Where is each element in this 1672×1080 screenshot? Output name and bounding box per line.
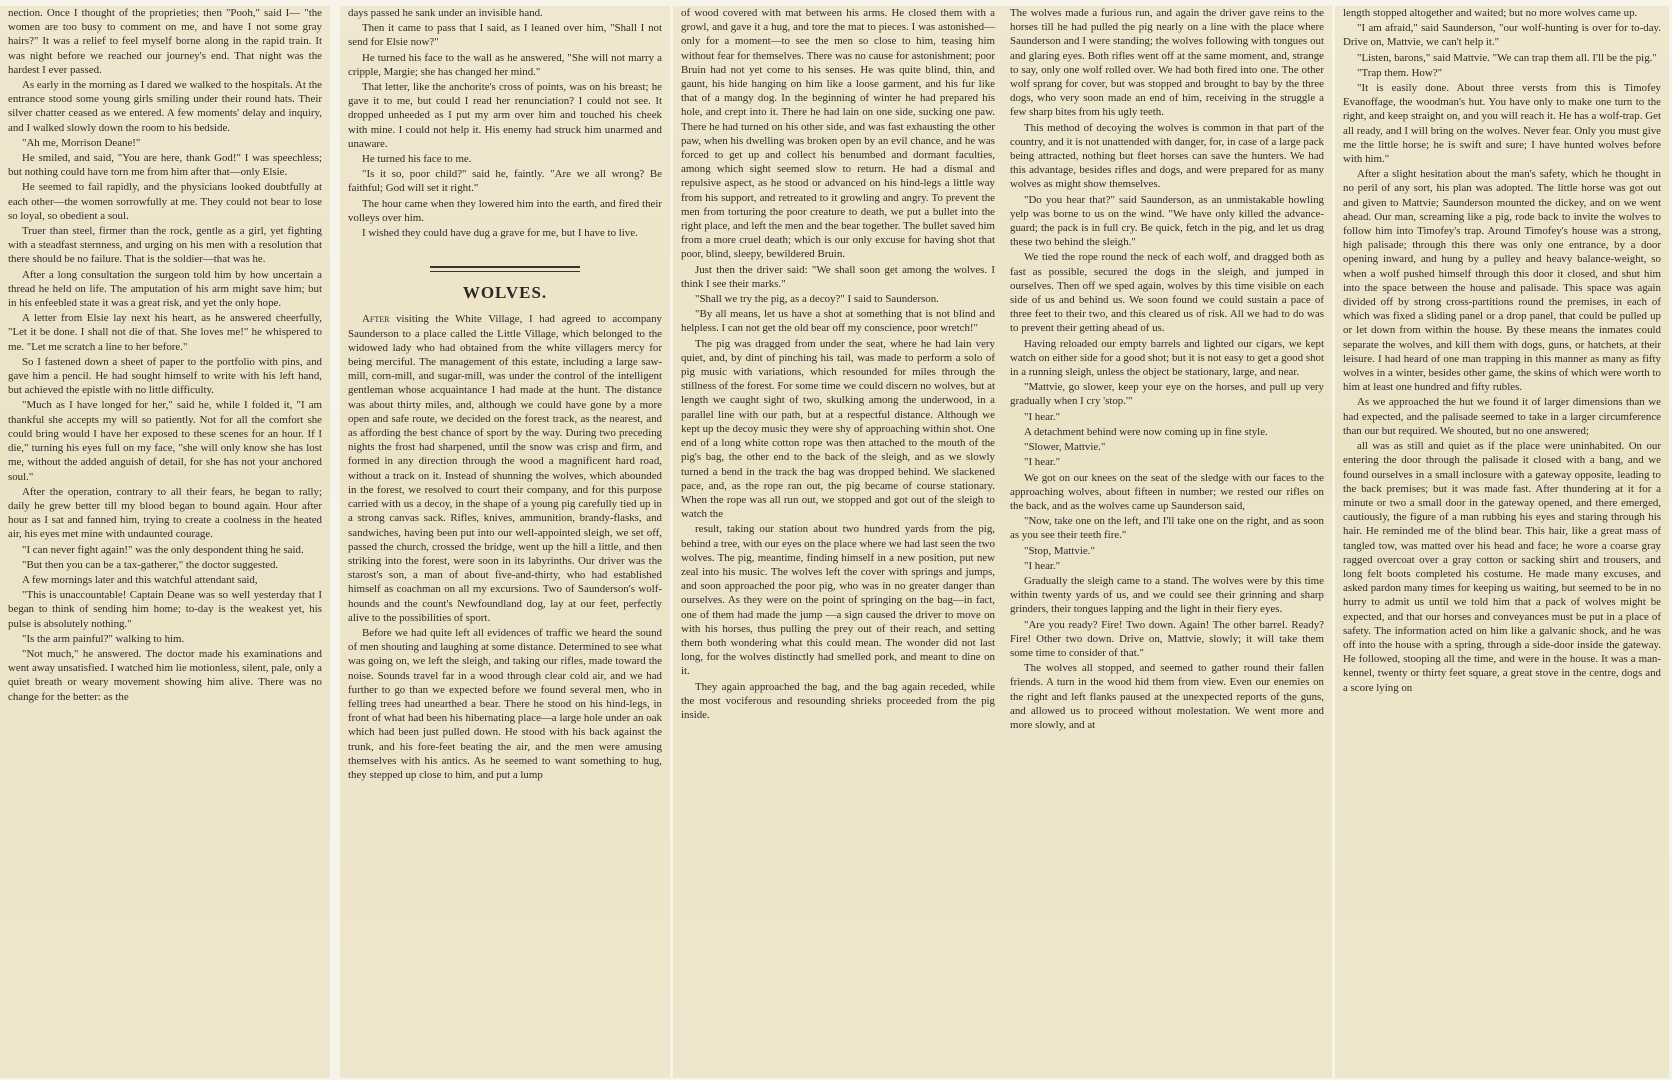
paragraph: That letter, like the anchorite's cross of points, was on his breast; he gave it to me, but could I read her renunciation? I could not see. It dropped unheeded as I put my arm over him and touched his cheek with mine. I could not help it. His enemy had struck him unarmed and unaware. (348, 81, 662, 150)
paragraph: He turned his face to the wall as he answered, "She will not marry a cripple, Margie; she has changed her mind." (348, 51, 662, 78)
paragraph: "Is it so, poor child?" said he, faintly. "Are we all wrong? Be faithful; God will set it right." (348, 168, 662, 195)
column-3 (673, 6, 1003, 1078)
paragraph: He turned his face to me. (362, 153, 472, 166)
column-5 (1335, 6, 1669, 1078)
paragraph: "Stop, Mattvie." (1024, 544, 1095, 557)
paragraph: Just then the driver said: "We shall soon get among the wolves. I think I see their marks." (681, 263, 995, 290)
paragraph: "Shall we try the pig, as a decoy?" I said to Saunderson. (695, 293, 939, 306)
paragraph: "Listen, barons," said Mattvie. "We can trap them all. I'll be the pig." (1357, 51, 1657, 64)
paragraph: The hour came when they lowered him into the earth, and fired their volleys over him. (348, 197, 662, 224)
paragraph: "Trap them. How?" (1357, 66, 1443, 79)
column-1 (0, 6, 330, 1078)
paragraph: "Are you ready? Fire! Two down. Again! The other barrel. Ready? Fire! Other two down. Drive on, Mattvie, slowly; it will take them some time to consider of that." (1010, 618, 1324, 659)
paragraph: all was as still and quiet as if the place were uninhabited. On our entering the door through the palisade it closed with a bang, and we found ourselves in a small inclosure with a gateway opposite, leading to the back premises; but it was made fast. After thundering at it for a minute or two a small door in the gateway opened, and there emerged, cautiously, the figure of a man rubbing his eyes and staring through his hair. He reminded me of the blind bear. This hair, like a great mass of tangled tow, was matted over his head and face; he wore a coarse gray ragged overcoat over a gray cotton or sacking shirt and trousers, and long felt boots completed his costume. He made many excuses, and asked pardon many times for keeping us waiting, but seemed to be in no hurry to admit us until we told him that a pack of wolves might be expected, and that our horses and conveyances must be put in a place of safety. The information acted on him like a galvanic shock, and he was off into the house with a spring, through a side-door inside the gateway. He followed, stooping all the time, and were in the house. It was a man-kennel, twenty or thirty feet square, a great stove in the centre, dogs and a score lying on (1343, 440, 1661, 694)
paragraph: A letter from Elsie lay next his heart, as he answered cheerfully, "Let it be done. I shall not die of that. She loves me!" he whispered to me. "Let me scratch a line to her before." (8, 312, 322, 353)
paragraph-text: visiting the White Village, I had agreed to accompany Saunderson to a place called the Little Village, which belonged to the widowed lady who had obtained from the white villagers mercy for being merciful. The management of this estate, including a large saw-mill, corn-mill, and sugar-mill, was under the control of the intelligent gentleman whose acquaintance I had made at the hunt. The distance was about thirty miles, and, although we could have gone by a more open and safe route, we decided on the forest track, as the nearest, and as affording the best chance of sport by the way. During two preceding nights the frost had sharpened, until the snow was crisp and firm, and formed in any direction through the wood a magnificent hard road, without a track on it. Instead of shunning the wolves, which abounded in the forest, we resolved to court their company, and for this purpose carried with us a decoy, in the shape of a young pig carefully tied up in a strong canvas sack. Rifles, knives, ammunition, brandy-flasks, and sandwiches, having been put into our well-appointed sleigh, we set off, passed the church, crossed the bridge, went up the hill a little, and then striking into the forest, were soon in its labyrinths. Our driver was the starost's son, a man of about five-and-thirty, who had established himself as coachman on all my excursions. Two of Saunderson's wolf-hounds and the count's Newfoundland dog, lay at our feet, perfectly alive to the possibilities of sport. (348, 313, 662, 624)
paragraph: nection. Once I thought of the proprieties; then "Pooh," said I— "the women are too busy to comment on me, and have I not some gray hairs?" It was a relief to feel myself borne along in the rapid train. It was night before we reached our journey's end. That night was the hardest I ever passed. (8, 7, 322, 76)
paragraph: "Do you hear that?" said Saunderson, as an unmistakable howling yelp was borne to us on the wind. "We have only killed the advance-guard; the pack is in full cry. Be quick, fetch in the pig, and let us drag these two behind the sleigh." (1010, 193, 1324, 249)
paragraph: I wished they could have dug a grave for me, but I have to live. (362, 227, 638, 240)
paragraph: A few mornings later and this watchful attendant said, (22, 573, 258, 586)
paragraph: After a slight hesitation about the man's safety, which he thought in no peril of any sort, his plan was adopted. The little horse was got out and given to Mattvie; Saunderson mounted the dickey, and on we went ahead. Our man, screaming like a pig, rode back to invite the wolves to follow him into Timofey's trap. Around Timofey's house was a strong, high palisade; through this there was only one entrance, by a door opening inward, and hung by a pulley and heavy balance-weight, so when a wolf pushed himself through this door it closed, and shut him into the space between the house and palisade. This space was again divided off by strong cross-partitions round the premises, in each of which was fixed a sliding panel or a drop panel, that could be pulled up or let down from within the house. By these means the inmates could separate the wolves, and kill them with dogs, guns, or hatchets, at their leisure. I had heard of one man trapping in this manner as many as fifty wolves in a winter, besides other game, the skins of which were worth to him at least one hundred and fifty rubles. (1343, 168, 1661, 394)
paragraph: days passed he sank under an invisible hand. (348, 7, 543, 19)
paragraph: After the operation, contrary to all their fears, he began to rally; daily he grew better till my blood began to bound again. Hour after hour as I sat and fanned him, trying to create a coolness in the heated air, his eyes met mine with undaunted courage. (8, 485, 322, 541)
paragraph: He seemed to fail rapidly, and the physicians looked doubtfully at each other—the women sorrowfully at me. They could not bear to lose so loyal, so obedient a soul. (8, 181, 322, 222)
paragraph: This method of decoying the wolves is common in that part of the country, and it is not unattended with danger, for, in case of a large pack being attracted, nothing but fleet horses can save the hunters. We had this advantage, besides rifles and dogs, and were prepared for as many wolves as might show themselves. (1010, 121, 1324, 191)
paragraph: of wood covered with mat between his arms. He closed them with a growl, and gave it a hug, and tore the mat to pieces. I was astonished—only for a moment—to see the men so close to him, teasing him without fear for themselves. There was no cause for astonishment; poor Bruin had not yet come to his senses. He was quite blind, thin, and gaunt, his hide hanging on him like a loose garment, and his fur like that of a mangy dog. In the beginning of winter he had prepared his hole, and crept into it. There he had lain on one side, sucking one paw. There he had turned on his other side, and was fast exhausting the other paw, when his dwelling was broken open by an evil chance, and he was forced to get up and collect his benumbed and dormant faculties, among which sight seemed slow to return. He had a dismal and repulsive aspect, as he stood or advanced on his hind-legs a little way from his support, and retreated to it growling and angry. To prevent the men from torturing the poor creature to death, we put a bullet into the right place, and left the men and the bear together. The bullet saved him from a more cruel death; which is our only excuse for having shot that poor, blind, sleepy, bewildered Bruin. (681, 7, 995, 261)
paragraph: "I hear." (1024, 559, 1061, 572)
paragraph: "It is easily done. About three versts from this is Timofey Evanoffage, the woodman's hut. You have only to make one turn to the right, and keep straight on, and you will reach it. He has a wolf-trap. Get all ready, and I will bring on the wolves. Never fear. Only you must give me the little horse; he is swift and sure; I have hunted wolves before with him." (1343, 82, 1661, 166)
column-2 (340, 6, 670, 1078)
paragraph: "I hear." (1024, 410, 1061, 423)
paragraph: "I am afraid," said Saunderson, "our wolf-hunting is over for to-day. Drive on, Mattvie, we can't help it." (1343, 22, 1661, 49)
paragraph: As we approached the hut we found it of larger dimensions than we had expected, and the palisade seemed to take in a larger circumference than our but required. We shouted, but no one answered; (1343, 396, 1661, 437)
paragraph: result, taking our station about two hundred yards from the pig, behind a tree, with our eyes on the place where we had last seen the two wolves. The pig, meantime, finding himself in a new position, put new zeal into his music. The wolves left the cover with springs and jumps, and soon approached the poor pig, who was in no greater danger than ourselves. As they were on the point of springing on the bag—in fact, one of them had made the jump —a sign caused the driver to move on with his horses, thus pulling the prey out of their reach, and setting them both wondering what this could mean. The wonder did not last long, for the wolves distinctly had smelled pork, and meant to dine on it. (681, 523, 995, 678)
paragraph: Having reloaded our empty barrels and lighted our cigars, we kept watch on either side for a good shot; but it is not easy to get a good shot in a running sleigh, unless the object be stationary, large, and near. (1010, 337, 1324, 379)
paragraph: As early in the morning as I dared we walked to the hospitals. At the entrance stood some young girls smiling under their round hats. Their silver chatter ceased as we entered. A few moments' delay and inquiry, and I walked slowly down the room to his bedside. (8, 79, 322, 134)
paragraph: Before we had quite left all evidences of traffic we heard the sound of men shouting and laughing at some distance. Determined to see what was going on, we left the sleigh, and taking our rifles, made toward the noise. Sounds travel far in a wood through clear cold air, and we had further to go than we expected before we found several men, who in felling trees had unearthed a bear. There he stood on his hind-legs, in front of what had been his hibernating place—a large hole under an oak which had been just pulled down. He stood with his back against the trunk, and his fore-feet beating the air, and the men were amusing themselves with his antics. As he seemed to want something to hug, they stepped up close to him, and put a lump (348, 626, 662, 781)
column-4 (1002, 6, 1332, 1078)
paragraph: "This is unaccountable! Captain Deane was so well yesterday that I began to think of sending him home; to-day is the weakest yet, his pulse is absolutely nothing." (8, 589, 322, 630)
paragraph: After a long consultation the surgeon told him by how uncertain a thread he held on life. The amputation of his arm might save him; but in his enfeebled state it was a great risk, and yet the only hope. (8, 268, 322, 310)
paragraph: "Slower, Mattvie." (1024, 441, 1106, 454)
paragraph (348, 312, 662, 624)
paragraph: length stopped altogether and waited; but no more wolves came up. (1343, 7, 1638, 19)
paragraph: "But then you can be a tax-gatherer," the doctor suggested. (22, 558, 279, 571)
section-divider-rule (430, 266, 580, 272)
paragraph: We got on our knees on the seat of the sledge with our faces to the approaching wolves, about fifteen in number; we rested our rifles on the back, and as the wolves came up Saunderson said, (1010, 471, 1324, 512)
paragraph: "I hear." (1024, 456, 1061, 469)
paragraph: The wolves all stopped, and seemed to gather round their fallen friends. A turn in the wood hid them from view. Even our enemies on the right and left flanks paused at the unexpected reports of the guns, and allowed us to proceed without molestation. We went more and more slowly, and at (1010, 662, 1324, 731)
paragraph: "Mattvie, go slower, keep your eye on the horses, and pull up very gradually when I cry 'stop.'" (1010, 381, 1324, 408)
paragraph: He smiled, and said, "You are here, thank God!" I was speechless; but nothing could have torn me from him after that—only Elsie. (8, 152, 322, 179)
paragraph: Gradually the sleigh came to a stand. The wolves were by this time within twenty yards of us, and we could see their grinning and sharp grinders, their tongues lapping and the light in their fiery eyes. (1010, 574, 1324, 616)
paragraph: "Much as I have longed for her," said he, while I folded it, "I am thankful she accepts my will so patiently. Not for all the comfort she could bring would I have her exposed to these scenes for an hour. If I die," turning his eyes full on my face, "she will only know she has lost me, without the added anguish of detail, for she has not your anchored soul." (8, 399, 322, 483)
paragraph: "Now, take one on the left, and I'll take one on the right, and as soon as you see their teeth fire." (1010, 515, 1324, 542)
paragraph: "Not much," he answered. The doctor made his examinations and went away unsatisfied. I watched him lie motionless, silent, pale, only a quiet breath or weary movement showing him alive. There was no change for the better: as the (8, 647, 322, 703)
paragraph: So I fastened down a sheet of paper to the portfolio with pins, and gave him a pencil. He had sought himself to write with his left hand, but achieved the epistle with no little difficulty. (8, 355, 322, 397)
paragraph: "Ah me, Morrison Deane!" (22, 136, 141, 149)
paragraph: A detachment behind were now coming up in fine style. (1024, 425, 1268, 438)
paragraph: We tied the rope round the neck of each wolf, and dragged both as fast as possible, secured the dogs in the sleigh, and jumped in ourselves. Then off we sped again, wolves by this time visible on each side of us and behind us. We soon found we could sustain a pace of three feet to their two, and this cleared us of risk. All we had to do was to prevent their getting ahead of us. (1010, 251, 1324, 335)
paragraph: "Is the arm painful?" walking to him. (22, 632, 185, 645)
paragraph: "I can never fight again!" was the only despondent thing he said. (22, 543, 304, 556)
paragraph: Truer than steel, firmer than the rock, gentle as a girl, yet fighting with a steadfast sternness, and urging on his men with a resolution that there should be no failure. That is the soldier—that was he. (8, 225, 322, 266)
paragraph: "By all means, let us have a shot at something that is not blind and helpless. I can not get the old bear off my conscience, poor wretch!" (681, 308, 995, 335)
paragraph: They again approached the bag, and the bag again receded, while the most vociferous and resounding shrieks proceeded from the pig inside. (681, 680, 995, 721)
paragraph: Then it came to pass that I said, as I leaned over him, "Shall I not send for Elsie now?" (348, 22, 662, 49)
wolves-heading: WOLVES. (462, 283, 548, 303)
paragraph: The wolves made a furious run, and again the driver gave reins to the horses till he had pulled the pig nearly on a line with the place where Saunderson and I were standing; the wolves following with tongues out and glaring eyes. Both rifles went off at the same moment, and, strange to say, only one wolf rolled over. We had both fired into one. The other wolf sprang for cover, but was stopped and brought to bay by the three dogs, who very soon made an end of him, receiving in the struggle a few sharp bites from his ugly teeth. (1010, 7, 1324, 119)
paragraph: The pig was dragged from under the seat, where he had lain very quiet, and, by dint of pinching his tail, was made to perform a solo of pig music with variations, which resounded for miles through the stillness of the forest. For some time we could discern no wolves, but at length we caught sight of two, skulking among the underwood, in a parallel line with our path, but at a respectful distance. Although we kept up the decoy music they were shy of approaching within shot. One end of a long white cotton rope was then attached to the mouth of the pig's bag, the other end to the back of the sleigh, and as we slowly turned a bend in the track the bag was dropped behind. We slackened pace, and, as the rope ran out, the pig became of course stationary. When the rope was all run out, we stopped and got out of the sleigh to watch the (681, 337, 995, 521)
article-lead-word: After (362, 313, 390, 326)
